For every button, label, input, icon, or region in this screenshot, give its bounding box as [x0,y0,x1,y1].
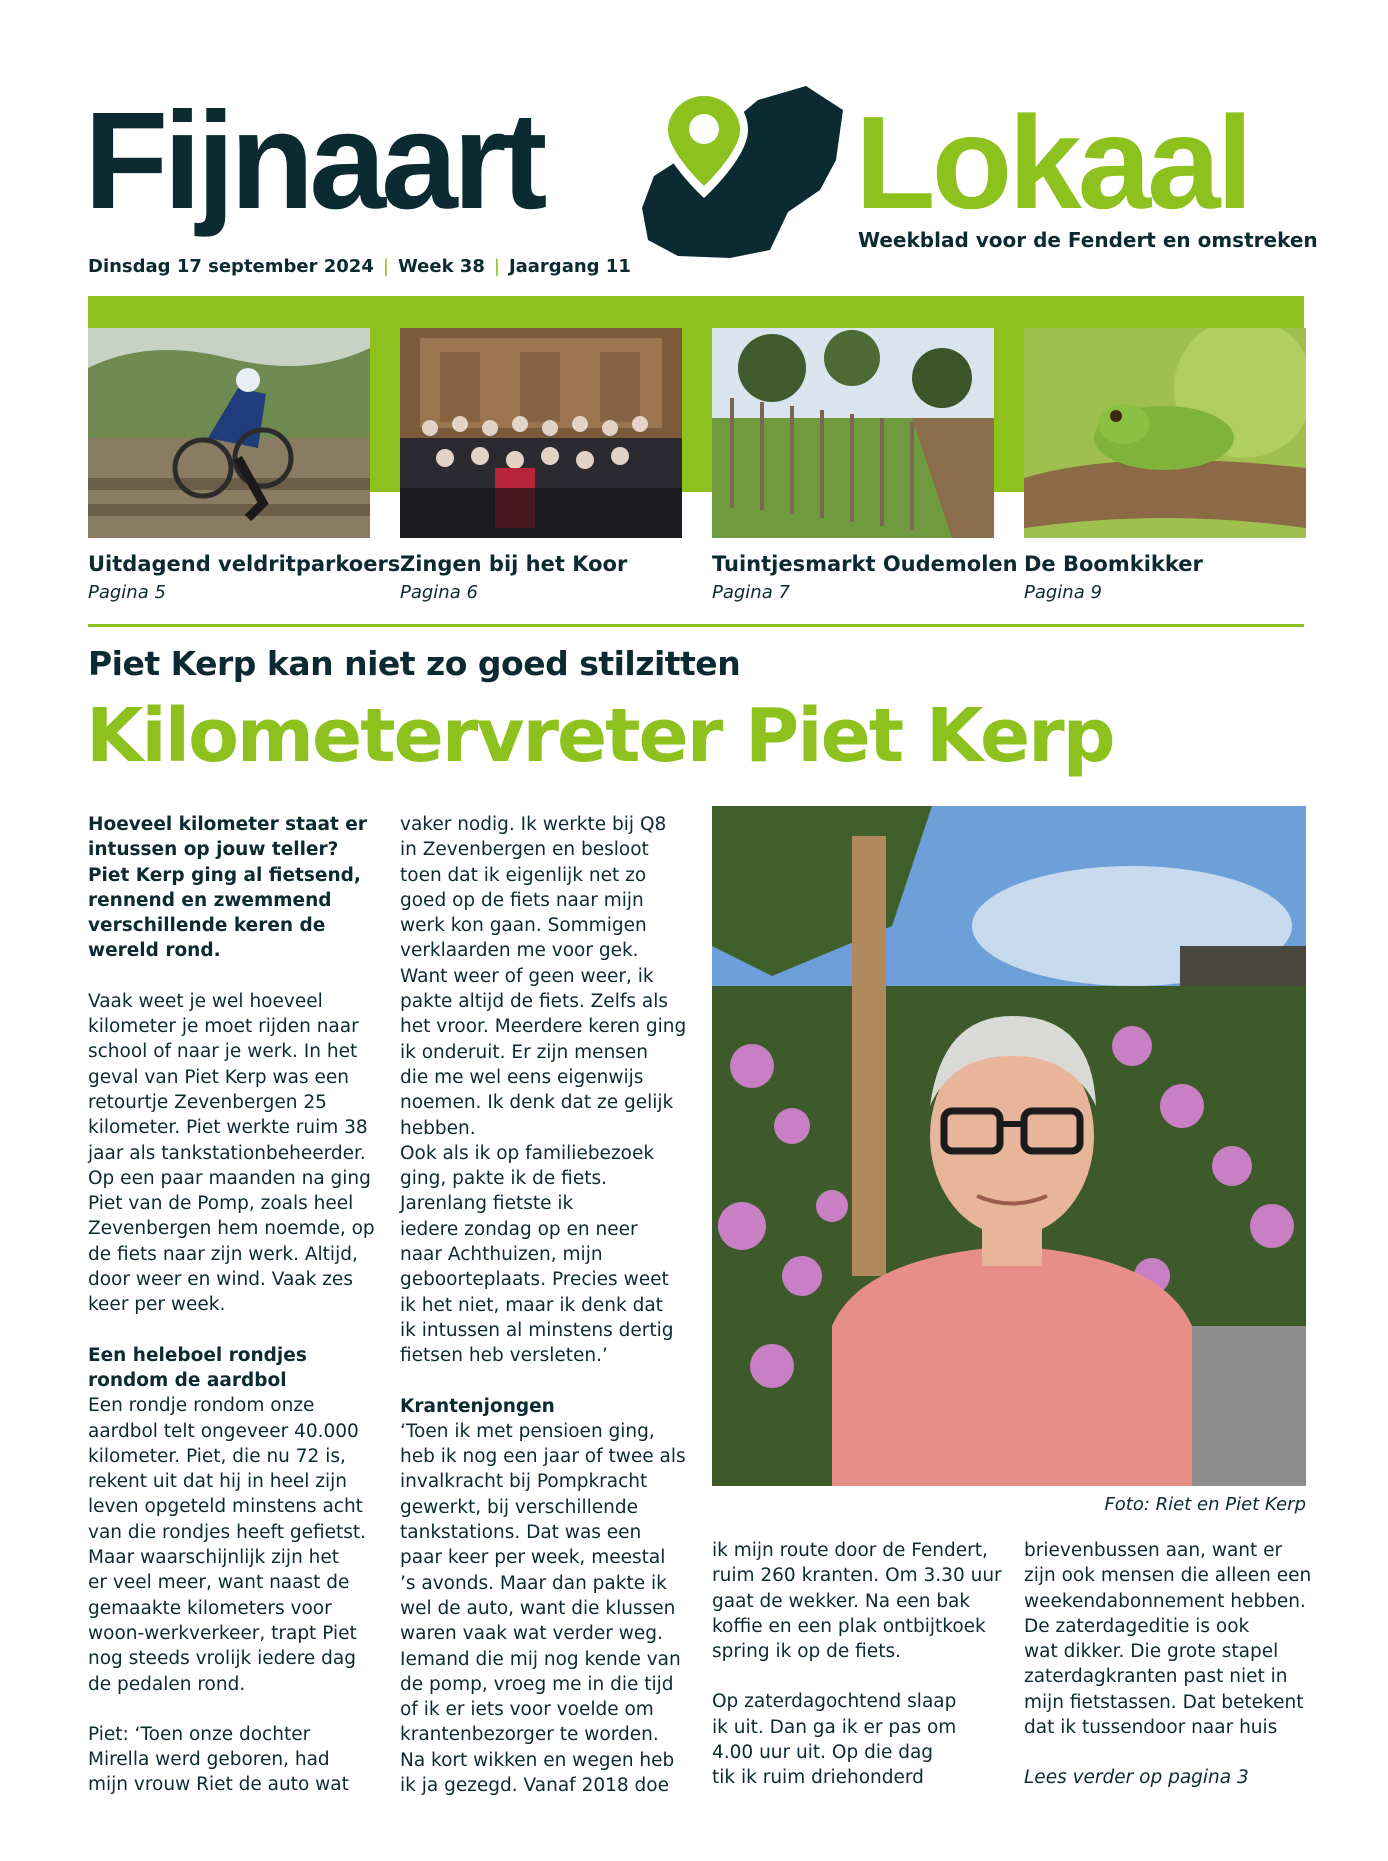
text-line: invalkracht bij Pompkracht [400,1471,648,1493]
text-line: krantenbezorger te worden. [400,1724,659,1746]
article-column-1 [88,812,375,1798]
text-line: brievenbussen aan, want er [1024,1540,1283,1561]
teaser-title[interactable]: De Boomkikker [1024,552,1203,576]
text-line: verklaarden me voor gek. [400,940,639,962]
text-line: Mirella werd geboren, had [88,1749,330,1771]
text-line: heb ik nog een jaar of twee als [400,1446,686,1468]
garden-path-photo[interactable] [712,328,994,538]
text-line: naar Achthuizen, mijn [400,1244,603,1266]
masthead-title-right: Lokaal [855,89,1250,236]
separator: | [382,256,389,277]
article-paragraph [712,1538,1002,1664]
text-line: door weer en wind. Vaak zes [88,1269,353,1291]
text-line: ik het niet, maar ik denk dat [400,1294,663,1316]
text-line: ‘Toen ik met pensioen ging, [400,1420,655,1442]
text-line: tankstations. Dat was een [400,1522,642,1544]
teaser-title[interactable]: Zingen bij het Koor [400,552,628,576]
article-kicker: Piet Kerp kan niet zo goed stilzitten [88,644,741,683]
text-line: kilometer. Piet, die nu 72 is, [88,1445,346,1467]
text-line: wat dikker. Die grote stapel [1024,1641,1279,1663]
article-paragraph [400,812,686,1369]
text-line: Maar waarschijnlijk zijn het [88,1547,340,1569]
dateline [88,256,631,277]
text-line: Een rondje rondom onze [88,1395,315,1417]
teaser-page: Pagina 5 [88,582,166,603]
text-line: iedere zondag op en neer [400,1218,638,1240]
article-headline: Kilometervreter Piet Kerp [86,693,1114,779]
text-line: kilometer je moet rijden naar [88,1016,359,1038]
choir-photo[interactable] [400,328,682,538]
teaser-page: Pagina 7 [712,582,790,603]
article-paragraph [1024,1538,1311,1740]
text-line: ik onderuit. Er zijn mensen [400,1041,649,1063]
text-line: ik ja gezegd. Vanaf 2018 doe [400,1774,669,1796]
text-line: van die rondjes heeft gefietst. [88,1521,367,1543]
text-line: noemen. Ik denk dat ze gelijk [400,1092,674,1114]
text-line: Vaak weet je wel hoeveel [88,990,323,1012]
text-line: waren vaak wat verder weg. [400,1623,663,1645]
tree-frog-photo[interactable] [1024,328,1306,538]
teaser-title[interactable]: Tuintjesmarkt Oudemolen [712,552,1018,576]
text-line: leven opgeteld minstens acht [88,1496,363,1518]
text-line: Want weer of geen weer, ik [400,965,654,987]
article-paragraph [88,1722,375,1798]
text-line: ik intussen al minstens dertig [400,1319,674,1341]
continued-link[interactable]: Lees verder op pagina 3 [1024,1767,1249,1789]
text-line: Op een paar maanden na ging [88,1167,371,1189]
issue-week: Week 38 [397,256,485,277]
text-line: ik mijn route door de Fendert, [712,1540,988,1561]
text-line: toen dat ik eigenlijk net zo [400,864,647,886]
text-line: wereld rond. [88,940,221,962]
text-line: gewerkt, bij verschillende [400,1496,638,1518]
article-column-3 [712,1538,1002,1791]
text-line: Jarenlang fietste ik [400,1193,574,1215]
text-line: Ook als ik op familiebezoek [400,1142,655,1164]
text-line: gaat de wekker. Na een bak [712,1590,971,1612]
text-line: nog steeds vrolijk iedere dag [88,1648,356,1670]
article-paragraph [88,989,375,1318]
text-line: Iemand die mij nog kende van [400,1648,681,1670]
text-line: wel de auto, want die klussen [400,1597,676,1619]
divider [88,624,1304,627]
issue-volume: Jaargang 11 [508,256,631,277]
text-line: ik uit. Dan ga ik er pas om [712,1716,957,1738]
teaser-page: Pagina 9 [1024,582,1102,603]
text-line: of ik er iets voor voelde om [400,1699,654,1721]
text-line: ging, pakte ik de fiets. [400,1168,607,1190]
text-line: ’s avonds. Maar dan pakte ik [400,1572,667,1594]
article-column-2 [400,812,686,1798]
cyclocross-photo[interactable] [88,328,370,538]
text-line: Piet van de Pomp, zoals heel [88,1193,354,1215]
text-line: die me wel eens eigenwijs [400,1066,644,1088]
text-line: jaar als tankstationbeheerder. [88,1142,366,1164]
article-column-4 [1024,1538,1311,1791]
text-line: ruim 260 kranten. Om 3.30 uur [712,1565,1002,1587]
text-line: koffie en een plak ontbijtkoek [712,1615,986,1637]
text-line: geboorteplaats. Precies weet [400,1269,669,1291]
text-line: de pomp, vroeg me in die tijd [400,1673,674,1695]
text-line: 4.00 uur uit. Op die dag [712,1742,934,1764]
text-line: Een heleboel rondjes [88,1344,307,1366]
article-photo [712,806,1306,1486]
separator: | [493,256,500,277]
text-line: Op zaterdagochtend slaap [712,1691,957,1713]
text-line: pakte altijd de fiets. Zelfs als [400,991,668,1013]
text-line: in Zevenbergen en besloot [400,839,649,861]
text-line: de pedalen rond. [88,1673,246,1695]
masthead-tagline: Weekblad voor de Fendert en omstreken [858,228,1318,252]
text-line: woon-werkverkeer, trapt Piet [88,1622,357,1644]
article-paragraph [712,1689,1002,1790]
text-line: goed op de fiets naar mijn [400,889,644,911]
text-line: het vroor. Meerdere keren ging [400,1016,687,1038]
text-line: rekent uit dat hij in heel zijn [88,1471,347,1493]
text-line: tik ik ruim driehonderd [712,1767,924,1789]
text-line: dat ik tussendoor naar huis [1024,1717,1278,1739]
text-line: Zevenbergen hem noemde, op [88,1218,375,1240]
text-line: zijn ook mensen die alleen een [1024,1565,1312,1587]
text-line: Na kort wikken en wegen heb [400,1749,675,1771]
masthead-title-left: Fijnaart [84,84,543,238]
text-line: rennend en zwemmend [88,889,332,911]
text-line: gemaakte kilometers voor [88,1597,332,1619]
text-line: De zaterdageditie is ook [1024,1615,1250,1637]
text-line: werk kon gaan. Sommigen [400,915,647,937]
text-line: spring ik op de fiets. [712,1641,901,1663]
text-line: intussen op jouw teller? [88,839,339,861]
text-line: weekendabonnement hebben. [1024,1590,1306,1612]
text-line: rondom de aardbol [88,1369,287,1391]
teaser-page: Pagina 6 [400,582,478,603]
text-line: school of naar je werk. In het [88,1041,358,1063]
text-line: hebben. [400,1117,476,1139]
article-intro [88,812,375,964]
article-subhead [88,1343,375,1394]
photo-caption: Foto: Riet en Piet Kerp [1104,1494,1306,1515]
text-line: Hoeveel kilometer staat er [88,814,367,835]
text-line: zaterdagkranten past niet in [1024,1666,1288,1688]
text-line: geval van Piet Kerp was een [88,1066,350,1088]
text-line: mijn vrouw Riet de auto wat [88,1774,349,1796]
text-line: kilometer. Piet werkte ruim 38 [88,1117,368,1139]
text-line: Piet: ‘Toen onze dochter [88,1723,311,1745]
text-line: keer per week. [88,1294,226,1316]
article-subhead: Krantenjongen [400,1395,555,1417]
text-line: vaker nodig. Ik werkte bij Q8 [400,814,667,835]
teaser-title[interactable]: Uitdagend veldritparkoers [88,552,401,576]
text-line: aardbol telt ongeveer 40.000 [88,1420,359,1442]
text-line: verschillende keren de [88,915,326,937]
map-pin-logo-icon [638,80,848,260]
issue-date: Dinsdag 17 september 2024 [88,256,374,277]
text-line: Piet Kerp ging al fietsend, [88,864,361,886]
text-line: er veel meer, want naast de [88,1572,350,1594]
article-paragraph [88,1393,375,1697]
text-line: paar keer per week, meestal [400,1547,666,1569]
text-line: fietsen heb versleten.’ [400,1345,608,1367]
text-line: de fiets naar zijn werk. Altijd, [88,1243,358,1265]
article-paragraph [400,1419,686,1798]
text-line: mijn fietstassen. Dat betekent [1024,1691,1304,1713]
text-line: retourtje Zevenbergen 25 [88,1091,327,1113]
